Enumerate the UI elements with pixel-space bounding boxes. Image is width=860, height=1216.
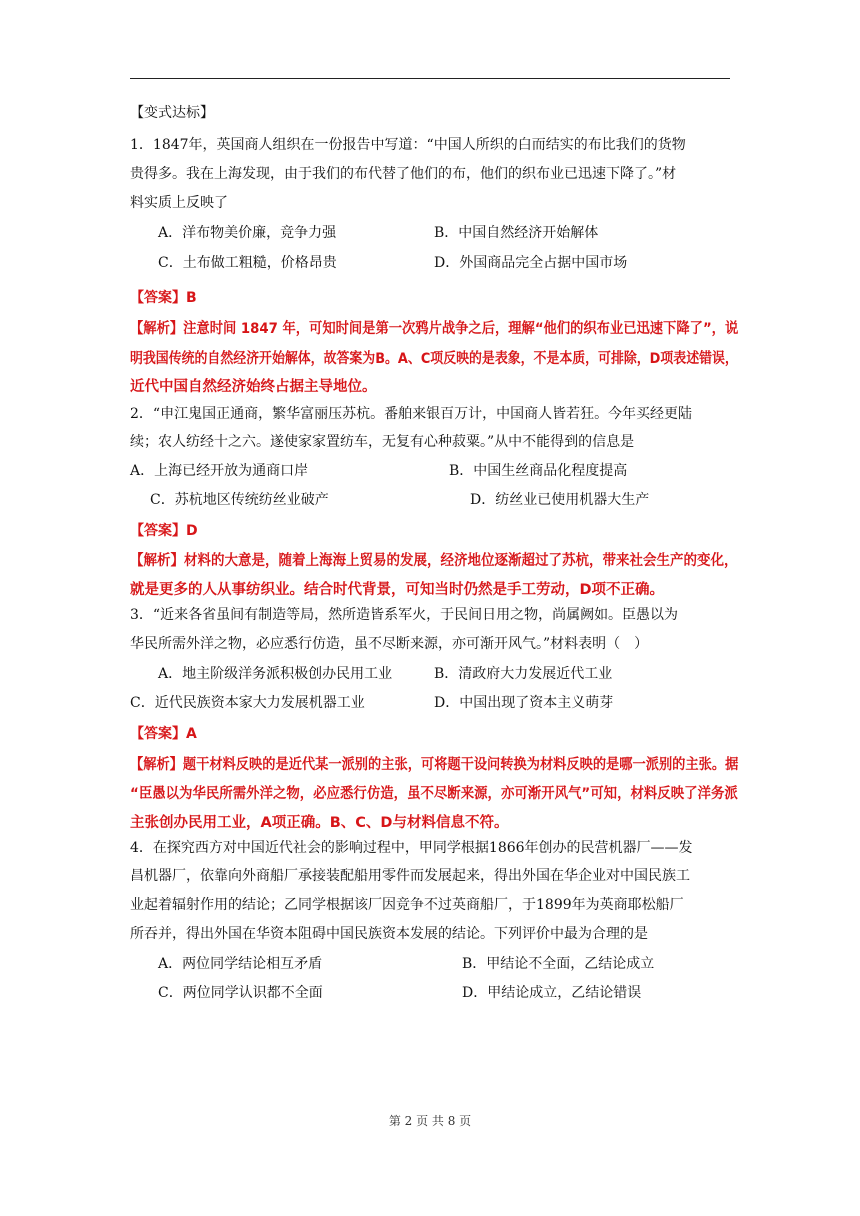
answer-label: 【答案】 — [130, 290, 186, 306]
answer-label: 【答案】 — [130, 523, 186, 539]
question-4-line-1: 4．在探究西方对中国近代社会的影响过程中，甲同学根据1866年创办的民营机器厂——发 — [130, 840, 693, 856]
question-2-option-a: A．上海已经开放为通商口岸 — [130, 463, 309, 479]
question-1-analysis-line-2: 明我国传统的自然经济开始解体，故答案为B。A、C项反映的是表象，不是本质，可排除，D项表述错误， — [130, 351, 738, 367]
question-1-line-1: 1．1847年，英国商人组织在一份报告中写道：“中国人所织的白而结实的布比我们的货物 — [130, 137, 686, 153]
question-3-option-d: D．中国出现了资本主义萌芽 — [434, 695, 614, 711]
question-3-option-c: C．近代民族资本家大力发展机器工业 — [130, 695, 365, 711]
question-2-line-1: 2．“申江鬼国正通商，繁华富丽压苏杭。番舶来银百万计，中国商人皆若狂。今年买经更陆 — [130, 406, 693, 422]
question-3-analysis-line-3: 主张创办民用工业，A项正确。B、C、D与材料信息不符。 — [130, 815, 509, 831]
header-rule — [130, 78, 730, 79]
question-4-line-3: 业起着辐射作用的结论；乙同学根据该厂因竞争不过英商船厂，于1899年为英商耶松船厂 — [130, 897, 684, 913]
question-3-answer — [130, 724, 197, 744]
question-1-option-d: D．外国商品完全占据中国市场 — [434, 255, 628, 271]
question-3-option-b: B．清政府大力发展近代工业 — [434, 666, 613, 682]
question-2-option-b: B．中国生丝商品化程度提高 — [449, 463, 628, 479]
question-2-analysis-line-2: 就是更多的人从事纺织业。结合时代背景，可知当时仍然是手工劳动，D项不正确。 — [130, 582, 665, 598]
question-1-option-b: B．中国自然经济开始解体 — [434, 225, 599, 241]
answer-label: 【答案】 — [130, 726, 186, 742]
question-4-line-2: 昌机器厂，依靠向外商船厂承接装配船用零件而发展起来，得出外国在华企业对中国民族工 — [130, 868, 690, 884]
question-4-line-4: 所吞并，得出外国在华资本阻碍中国民族资本发展的结论。下列评价中最为合理的是 — [130, 926, 648, 942]
question-2-option-c: C．苏杭地区传统纺丝业破产 — [150, 492, 329, 508]
question-3-analysis-line-2: “臣愚以为华民所需外洋之物，必应悉行仿造，虽不尽断来源，亦可渐开风气”可知，材料反映了洋务派 — [130, 786, 738, 802]
page-footer: 第 2 页 共 8 页 — [388, 1114, 472, 1128]
question-3-analysis-line-1: 【解析】题干材料反映的是近代某一派别的主张，可将题干设问转换为材料反映的是哪一派别的主张。据 — [130, 757, 739, 773]
question-4-option-a: A．两位同学结论相互矛盾 — [158, 956, 323, 972]
question-1-line-2: 贵得多。我在上海发现，由于我们的布代替了他们的布，他们的织布业已迅速下降了。”材 — [130, 166, 677, 182]
question-3-line-1: 3．“近来各省虽间有制造等局，然所造皆系军火，于民间日用之物，尚属阙如。臣愚以为 — [130, 607, 679, 623]
question-3-option-a: A．地主阶级洋务派积极创办民用工业 — [158, 666, 393, 682]
question-4-option-c: C．两位同学认识都不全面 — [158, 985, 323, 1001]
question-4-option-b: B．甲结论不全面，乙结论成立 — [462, 956, 655, 972]
question-1-answer — [130, 288, 197, 308]
analysis-label: 【解析】 — [130, 321, 184, 337]
question-1-analysis-line-1: 【解析】注意时间 1847 年，可知时间是第一次鸦片战争之后，理解“他们的织布业已迅速下降了”，说 — [130, 321, 739, 337]
answer-value: A — [186, 726, 197, 742]
question-1-analysis-line-3: 近代中国自然经济始终占据主导地位。 — [130, 379, 377, 395]
analysis-label: 【解析】 — [130, 553, 184, 569]
question-2-answer — [130, 521, 198, 541]
question-1-line-3: 料实质上反映了 — [130, 195, 228, 211]
question-1-option-a: A．洋布物美价廉，竞争力强 — [158, 225, 337, 241]
question-2-option-d: D．纺丝业已使用机器大生产 — [470, 492, 650, 508]
answer-value: B — [186, 290, 197, 306]
question-4-option-d: D．甲结论成立，乙结论错误 — [462, 985, 642, 1001]
question-3-line-2: 华民所需外洋之物，必应悉行仿造，虽不尽断来源，亦可渐开风气。”材料表明（ ） — [130, 636, 649, 652]
analysis-label: 【解析】 — [130, 757, 183, 773]
question-1-option-c: C．土布做工粗糙，价格昂贵 — [158, 255, 337, 271]
section-heading: 【变式达标】 — [130, 105, 214, 121]
answer-value: D — [186, 523, 198, 539]
question-2-line-2: 续；农人纺经十之六。遂使家家置纺车，无复有心种菽粟。”从中不能得到的信息是 — [130, 434, 635, 450]
question-2-analysis-line-1: 【解析】材料的大意是，随着上海海上贸易的发展，经济地位逐渐超过了苏杭，带来社会生产的变化， — [130, 553, 738, 569]
